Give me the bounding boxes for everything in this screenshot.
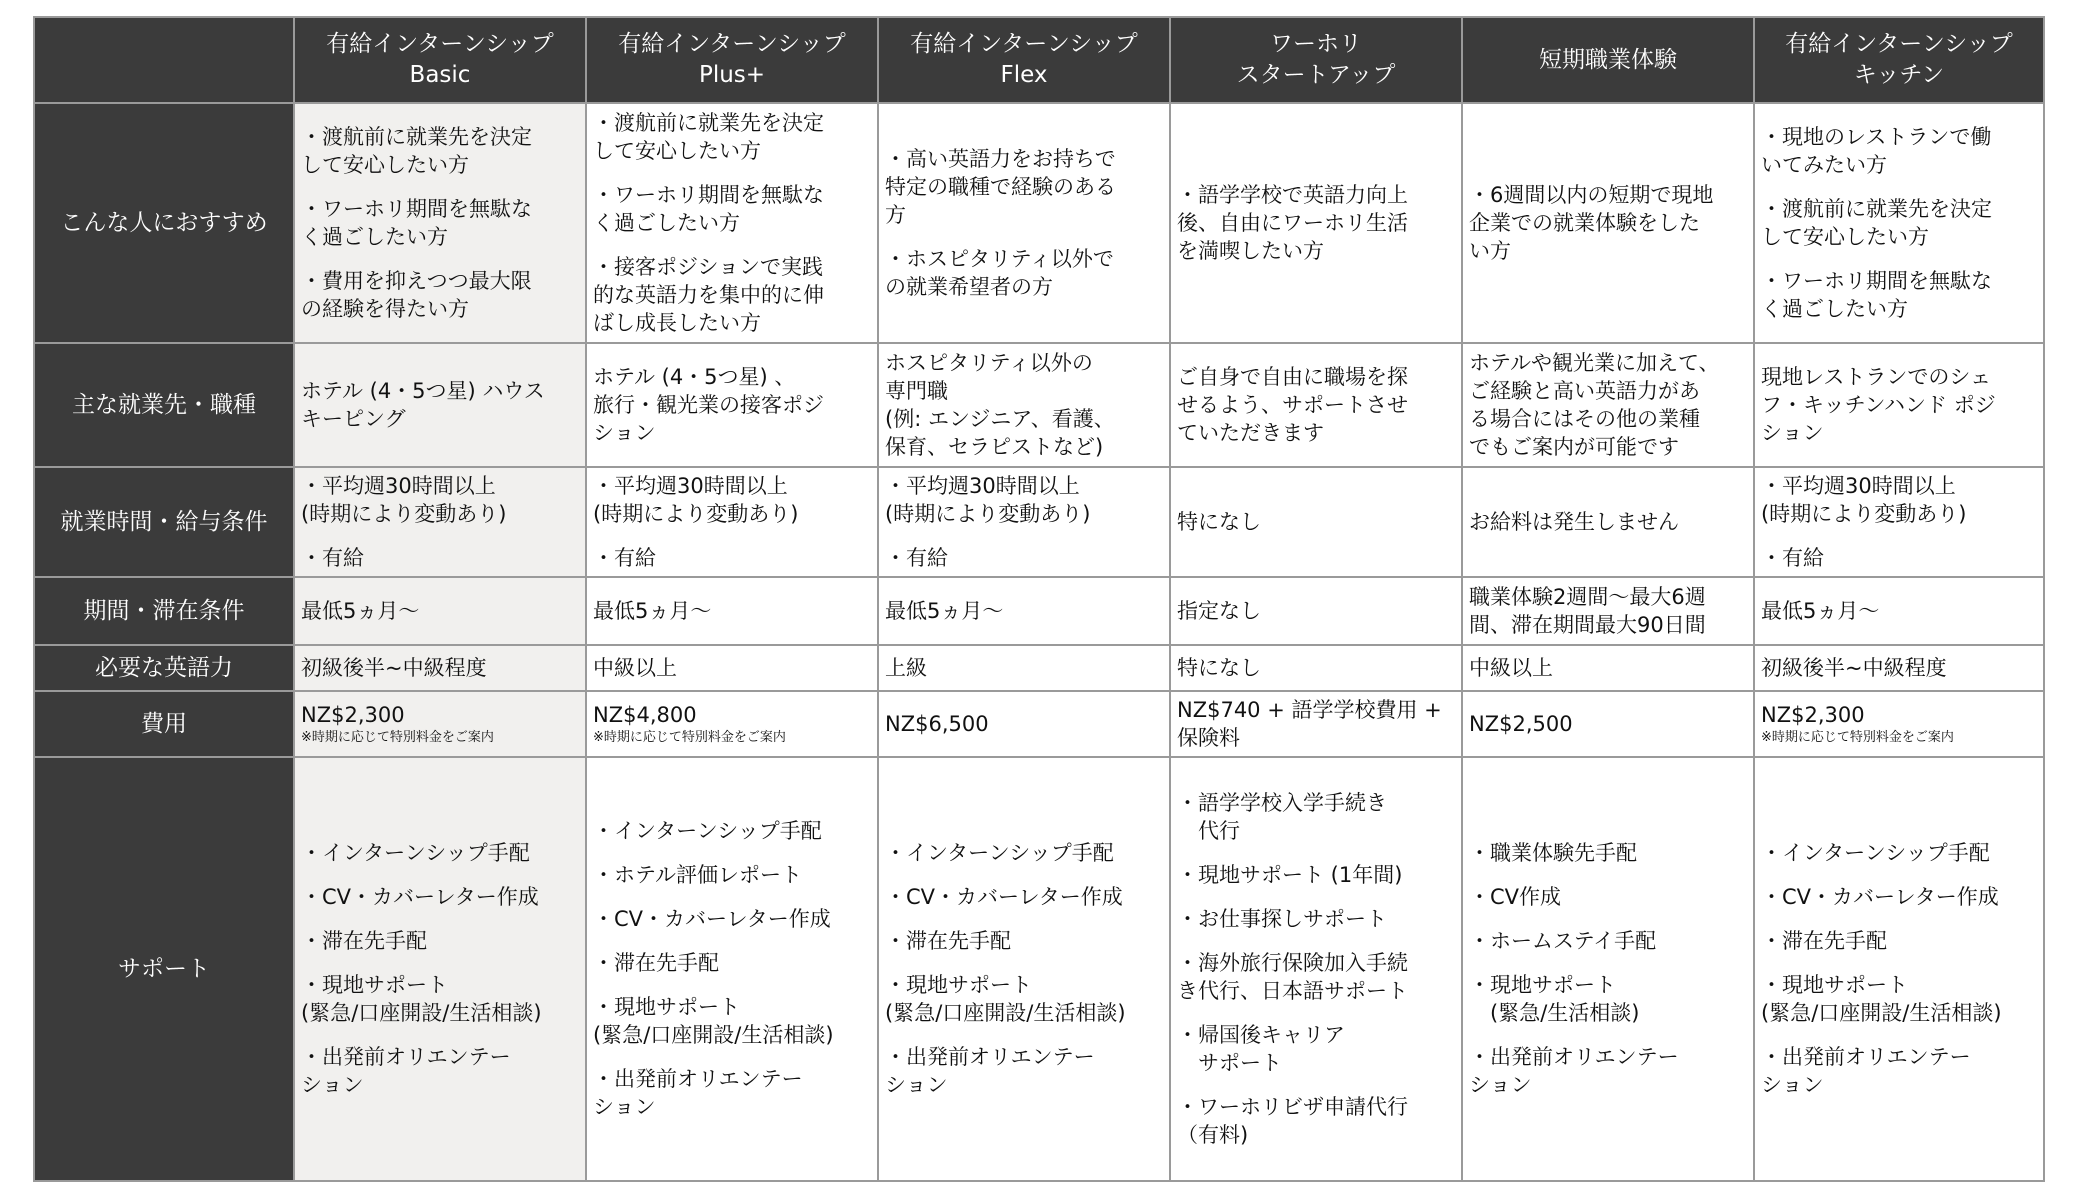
plan-header-line: Basic [409, 62, 471, 88]
cell-text-line: ・職業体験先手配 [1469, 841, 1637, 865]
cell-hours-pay-short-term-work-experience [1462, 467, 1754, 577]
cell-recommended-for-basic [294, 103, 586, 343]
cell-duration-basic [294, 577, 586, 645]
row-workplace [34, 343, 2044, 467]
cell-text-line: ・有給 [885, 546, 948, 570]
cell-text-line: (緊急/口座開設/生活相談) [593, 1023, 834, 1047]
cell-support-kitchen [1754, 757, 2044, 1181]
paragraph-gap [301, 1027, 579, 1043]
paragraph-gap [593, 889, 871, 905]
row-label-english-level: 必要な英語力 [34, 645, 294, 691]
cell-text-line: ホテルや観光業に加えて、 [1469, 351, 1720, 375]
row-recommended-for [34, 103, 2044, 343]
cell-text-line: く過ごしたい方 [301, 225, 448, 249]
cell-text-line: ・現地サポート [301, 973, 448, 997]
cell-text-line: 特になし [1177, 510, 1261, 534]
paragraph-gap [301, 955, 579, 971]
cell-text-line: 特になし [1177, 656, 1261, 680]
cell-text-line: ・有給 [1761, 546, 1824, 570]
row-duration [34, 577, 2044, 645]
cell-english-level-working-holiday-startup [1170, 645, 1462, 691]
cell-text-line: の就業希望者の方 [885, 275, 1053, 299]
cell-cost-kitchen [1754, 691, 2044, 757]
paragraph-gap [1177, 933, 1455, 949]
cell-workplace-basic [294, 343, 586, 467]
cell-text-line: ホスピタリティ以外の [885, 351, 1093, 375]
paragraph-gap [1469, 867, 1747, 883]
plan-header-line: ワーホリ [1270, 31, 1362, 57]
cell-cost-working-holiday-startup [1170, 691, 1462, 757]
cell-support-short-term-work-experience [1462, 757, 1754, 1181]
cell-text-line: (時期により変動あり) [885, 502, 1091, 526]
plan-header-line: キッチン [1853, 62, 1945, 88]
cell-text-line: ・帰国後キャリア [1177, 1023, 1345, 1047]
cell-text-line: ・CV・カバーレター作成 [885, 885, 1123, 909]
plan-header-line: 短期職業体験 [1539, 46, 1677, 73]
paragraph-gap [1469, 911, 1747, 927]
cell-text-line: る場合にはその他の業種 [1469, 407, 1700, 431]
row-label-hours-pay: 就業時間・給与条件 [34, 467, 294, 577]
cell-text-line: い方 [1469, 239, 1511, 263]
price-note: ※時期に応じて特別料金をご案内 [1761, 730, 1954, 745]
header-corner-cell [34, 17, 294, 103]
plan-header-line: 有給インターンシップ [1785, 31, 2013, 57]
cell-text-line: ション [1469, 1073, 1532, 1097]
cell-text-line: ・出発前オリエンテー [301, 1045, 511, 1069]
cell-text-line: ホテル (4・5つ星) 、 [593, 365, 796, 389]
paragraph-gap [593, 237, 871, 253]
cell-text-line: ・費用を抑えつつ最大限 [301, 269, 532, 293]
cell-text-line: ・インターンシップ手配 [593, 819, 822, 843]
cell-workplace-kitchen [1754, 343, 2044, 467]
cell-text-line: して安心したい方 [593, 139, 761, 163]
cell-text-line: ・現地サポート [885, 973, 1032, 997]
plan-header-line: 有給インターンシップ [326, 31, 554, 57]
cell-support-flex [878, 757, 1170, 1181]
cell-text-line: く過ごしたい方 [1761, 297, 1908, 321]
cell-text-line: ホテル (4・5つ星) ハウス [301, 379, 545, 403]
paragraph-gap [1761, 251, 2037, 267]
paragraph-gap [301, 528, 579, 544]
cell-text-line: ・渡航前に就業先を決定 [301, 125, 532, 149]
cell-text-line: 方 [885, 203, 906, 227]
row-label-cost: 費用 [34, 691, 294, 757]
cell-text-line: ・CV作成 [1469, 885, 1562, 909]
cell-duration-kitchen [1754, 577, 2044, 645]
cell-english-level-kitchen [1754, 645, 2044, 691]
cell-text-line: ご自身で自由に職場を探 [1177, 365, 1408, 389]
cell-text-line: 専門職 [885, 379, 948, 403]
cell-text-line: ・インターンシップ手配 [301, 841, 530, 865]
cell-hours-pay-basic [294, 467, 586, 577]
cell-text-line: でもご案内が可能です [1469, 435, 1679, 459]
price-note: ※時期に応じて特別料金をご案内 [593, 730, 786, 745]
paragraph-gap [1761, 1027, 2037, 1043]
plan-header-flex [878, 17, 1170, 103]
cell-text-line: (時期により変動あり) [1761, 502, 1967, 526]
cell-text-line: 現地レストランでのシェ [1761, 365, 1991, 389]
cell-cost-flex [878, 691, 1170, 757]
cell-text-line: 特定の職種で経験のある [885, 175, 1116, 199]
paragraph-gap [593, 845, 871, 861]
cell-text-line: ション [301, 1073, 364, 1097]
cell-workplace-working-holiday-startup [1170, 343, 1462, 467]
cell-text-line: ・CV・カバーレター作成 [593, 907, 831, 931]
cell-text-line: サポート [1177, 1051, 1282, 1075]
cell-hours-pay-kitchen [1754, 467, 2044, 577]
cell-duration-short-term-work-experience [1462, 577, 1754, 645]
cell-text-line: 最低5ヵ月～ [1761, 599, 1880, 623]
paragraph-gap [593, 165, 871, 181]
paragraph-gap [301, 867, 579, 883]
cell-text-line: ション [885, 1073, 948, 1097]
cell-text-line: ・現地のレストランで働 [1761, 125, 1992, 149]
cell-text-line: ・出発前オリエンテー [1761, 1045, 1971, 1069]
cell-text-line: フ・キッチンハンド ポジ [1761, 393, 1996, 417]
cell-workplace-short-term-work-experience [1462, 343, 1754, 467]
cell-text-line: ・海外旅行保険加入手続 [1177, 951, 1408, 975]
cell-duration-flex [878, 577, 1170, 645]
plan-header-short-term-work-experience [1462, 17, 1754, 103]
cell-text-line: ・インターンシップ手配 [885, 841, 1114, 865]
cell-text-line: (時期により変動あり) [301, 502, 507, 526]
cell-support-basic [294, 757, 586, 1181]
cell-text-line: 初級後半~中級程度 [1761, 656, 1947, 680]
paragraph-gap [1177, 1077, 1455, 1093]
cell-text-line: NZ$2,300 [301, 703, 405, 727]
cell-text-line: (緊急/口座開設/生活相談) [301, 1001, 542, 1025]
cell-text-line: ・滞在先手配 [885, 929, 1011, 953]
paragraph-gap [593, 977, 871, 993]
cell-text-line: 最低5ヵ月～ [301, 599, 420, 623]
cell-text-line: 中級以上 [593, 656, 677, 680]
cell-text-line: ・高い英語力をお持ちで [885, 147, 1116, 171]
cell-text-line: いてみたい方 [1761, 153, 1887, 177]
cell-text-line: ・平均週30時間以上 [885, 474, 1080, 498]
paragraph-gap [1177, 845, 1455, 861]
row-label-support: サポート [34, 757, 294, 1181]
cell-workplace-plus [586, 343, 878, 467]
cell-text-line: ・語学学校入学手続き [1177, 791, 1387, 815]
cell-text-line: 職業体験2週間～最大6週 [1469, 585, 1706, 609]
cell-text-line: ・現地サポート [593, 995, 740, 1019]
cell-english-level-plus [586, 645, 878, 691]
cell-text-line: ・CV・カバーレター作成 [1761, 885, 1999, 909]
cell-english-level-flex [878, 645, 1170, 691]
cell-text-line: （有料) [1177, 1123, 1249, 1147]
cell-text-line: (緊急/口座開設/生活相談) [885, 1001, 1126, 1025]
cell-cost-plus [586, 691, 878, 757]
cell-text-line: (時期により変動あり) [593, 502, 799, 526]
row-support [34, 757, 2044, 1181]
cell-text-line: く過ごしたい方 [593, 211, 740, 235]
paragraph-gap [1469, 955, 1747, 971]
paragraph-gap [1761, 955, 2037, 971]
cell-text-line: 後、自由にワーホリ生活 [1177, 211, 1408, 235]
cell-text-line: ・6週間以内の短期で現地 [1469, 183, 1714, 207]
row-cost [34, 691, 2044, 757]
cell-text-line: 間、滞在期間最大90日間 [1469, 613, 1706, 637]
row-english-level [34, 645, 2044, 691]
row-label-workplace: 主な就業先・職種 [34, 343, 294, 467]
table-body [34, 103, 2044, 1181]
cell-text-line: き代行、日本語サポート [1177, 979, 1408, 1003]
paragraph-gap [593, 1049, 871, 1065]
plan-header-line: 有給インターンシップ [910, 31, 1138, 57]
paragraph-gap [1761, 911, 2037, 927]
paragraph-gap [301, 911, 579, 927]
paragraph-gap [1177, 889, 1455, 905]
cell-text-line: 上級 [885, 656, 927, 680]
cell-text-line: 最低5ヵ月～ [885, 599, 1004, 623]
cell-text-line: して安心したい方 [1761, 225, 1929, 249]
cell-text-line: ション [593, 421, 656, 445]
cell-text-line: ・インターンシップ手配 [1761, 841, 1990, 865]
cell-text-line: ・有給 [301, 546, 364, 570]
cell-text-line: ていただきます [1177, 421, 1324, 445]
paragraph-gap [1761, 179, 2037, 195]
cell-recommended-for-flex [878, 103, 1170, 343]
plan-header-working-holiday-startup [1170, 17, 1462, 103]
cell-text-line: ・滞在先手配 [1761, 929, 1887, 953]
cell-cost-basic [294, 691, 586, 757]
cell-recommended-for-short-term-work-experience [1462, 103, 1754, 343]
cell-text-line: ・滞在先手配 [301, 929, 427, 953]
plan-header-line: Flex [1000, 62, 1048, 88]
paragraph-gap [1177, 1005, 1455, 1021]
cell-text-line: 旅行・観光業の接客ポジ [593, 393, 824, 417]
cell-text-line: ・お仕事探しサポート [1177, 907, 1387, 931]
paragraph-gap [593, 933, 871, 949]
paragraph-gap [885, 528, 1163, 544]
cell-text-line: ・現地サポート [1761, 973, 1908, 997]
cell-text-line: ・語学学校で英語力向上 [1177, 183, 1408, 207]
cell-text-line: ・平均週30時間以上 [301, 474, 496, 498]
row-label-duration: 期間・滞在条件 [34, 577, 294, 645]
paragraph-gap [1469, 1027, 1747, 1043]
cell-text-line: ・ワーホリ期間を無駄な [301, 197, 532, 221]
cell-support-plus [586, 757, 878, 1181]
plan-header-line: スタートアップ [1236, 62, 1396, 88]
cell-text-line: ・滞在先手配 [593, 951, 719, 975]
row-hours-pay [34, 467, 2044, 577]
header-row [34, 17, 2044, 103]
cell-text-line: ション [593, 1095, 656, 1119]
cell-text-line: ・ワーホリビザ申請代行 [1177, 1095, 1408, 1119]
cell-text-line: ・現地サポート [1469, 973, 1616, 997]
cell-text-line: 保育、セラピストなど) [885, 435, 1104, 459]
cell-text-line: 中級以上 [1469, 656, 1553, 680]
cell-text-line: ・ホスピタリティ以外で [885, 247, 1114, 271]
cell-hours-pay-flex [878, 467, 1170, 577]
cell-recommended-for-kitchen [1754, 103, 2044, 343]
cell-english-level-basic [294, 645, 586, 691]
cell-text-line: ・出発前オリエンテー [593, 1067, 803, 1091]
cell-recommended-for-plus [586, 103, 878, 343]
cell-text-line: ・渡航前に就業先を決定 [593, 111, 824, 135]
row-label-recommended-for: こんな人におすすめ [34, 103, 294, 343]
cell-text-line: 初級後半~中級程度 [301, 656, 487, 680]
cell-text-line: (例: エンジニア、看護、 [885, 407, 1115, 431]
cell-text-line: ・ワーホリ期間を無駄な [593, 183, 824, 207]
cell-text-line: して安心したい方 [301, 153, 469, 177]
paragraph-gap [1761, 528, 2037, 544]
cell-recommended-for-working-holiday-startup [1170, 103, 1462, 343]
cell-text-line: (緊急/口座開設/生活相談) [1761, 1001, 2002, 1025]
paragraph-gap [885, 911, 1163, 927]
plan-header-line: Plus+ [698, 62, 766, 88]
cell-text-line: 指定なし [1177, 599, 1261, 623]
cell-text-line: NZ$740 + 語学学校費用 + [1177, 698, 1442, 722]
comparison-table-wrapper [33, 16, 2045, 1182]
paragraph-gap [885, 867, 1163, 883]
cell-text-line: を満喫したい方 [1177, 239, 1324, 263]
cell-duration-working-holiday-startup [1170, 577, 1462, 645]
cell-text-line: キーピング [301, 407, 406, 431]
cell-text-line: ・平均週30時間以上 [593, 474, 788, 498]
paragraph-gap [301, 251, 579, 267]
cell-text-line: 企業での就業体験をした [1469, 211, 1700, 235]
cell-text-line: の経験を得たい方 [301, 297, 469, 321]
cell-text-line: 代行 [1177, 819, 1240, 843]
cell-text-line: ・有給 [593, 546, 656, 570]
plan-header-basic [294, 17, 586, 103]
cell-workplace-flex [878, 343, 1170, 467]
cell-text-line: せるよう、サポートさせ [1177, 393, 1408, 417]
paragraph-gap [885, 955, 1163, 971]
cell-text-line: ・渡航前に就業先を決定 [1761, 197, 1992, 221]
plan-header-kitchen [1754, 17, 2044, 103]
cell-text-line: ・ホテル評価レポート [593, 863, 802, 887]
price-note: ※時期に応じて特別料金をご案内 [301, 730, 494, 745]
cell-text-line: 保険料 [1177, 726, 1240, 750]
cell-text-line: NZ$4,800 [593, 703, 697, 727]
paragraph-gap [885, 1027, 1163, 1043]
cell-text-line: ション [1761, 421, 1824, 445]
cell-text-line: NZ$2,300 [1761, 703, 1865, 727]
cell-text-line: 的な英語力を集中的に伸 [593, 283, 824, 307]
cell-text-line: ・現地サポート (1年間) [1177, 863, 1403, 887]
paragraph-gap [1761, 867, 2037, 883]
cell-text-line: NZ$6,500 [885, 712, 989, 736]
paragraph-gap [593, 528, 871, 544]
plan-header-line: 有給インターンシップ [618, 31, 846, 57]
cell-text-line: ・ワーホリ期間を無駄な [1761, 269, 1992, 293]
cell-hours-pay-working-holiday-startup [1170, 467, 1462, 577]
cell-text-line: NZ$2,500 [1469, 712, 1573, 736]
cell-text-line: ション [1761, 1073, 1824, 1097]
plan-header-plus [586, 17, 878, 103]
plan-comparison-table [33, 16, 2045, 1182]
cell-text-line: ・ホームステイ手配 [1469, 929, 1657, 953]
paragraph-gap [301, 179, 579, 195]
cell-text-line: ばし成長したい方 [593, 311, 761, 335]
cell-english-level-short-term-work-experience [1462, 645, 1754, 691]
cell-support-working-holiday-startup [1170, 757, 1462, 1181]
cell-duration-plus [586, 577, 878, 645]
cell-text-line: ・接客ポジションで実践 [593, 255, 824, 279]
cell-text-line: (緊急/生活相談) [1469, 1001, 1640, 1025]
cell-text-line: ・出発前オリエンテー [885, 1045, 1095, 1069]
cell-text-line: 最低5ヵ月～ [593, 599, 712, 623]
cell-text-line: ・平均週30時間以上 [1761, 474, 1956, 498]
cell-text-line: ご経験と高い英語力があ [1469, 379, 1700, 403]
cell-cost-short-term-work-experience [1462, 691, 1754, 757]
cell-text-line: お給料は発生しません [1469, 510, 1679, 534]
cell-hours-pay-plus [586, 467, 878, 577]
cell-text-line: ・出発前オリエンテー [1469, 1045, 1679, 1069]
paragraph-gap [885, 229, 1163, 245]
cell-text-line: ・CV・カバーレター作成 [301, 885, 539, 909]
